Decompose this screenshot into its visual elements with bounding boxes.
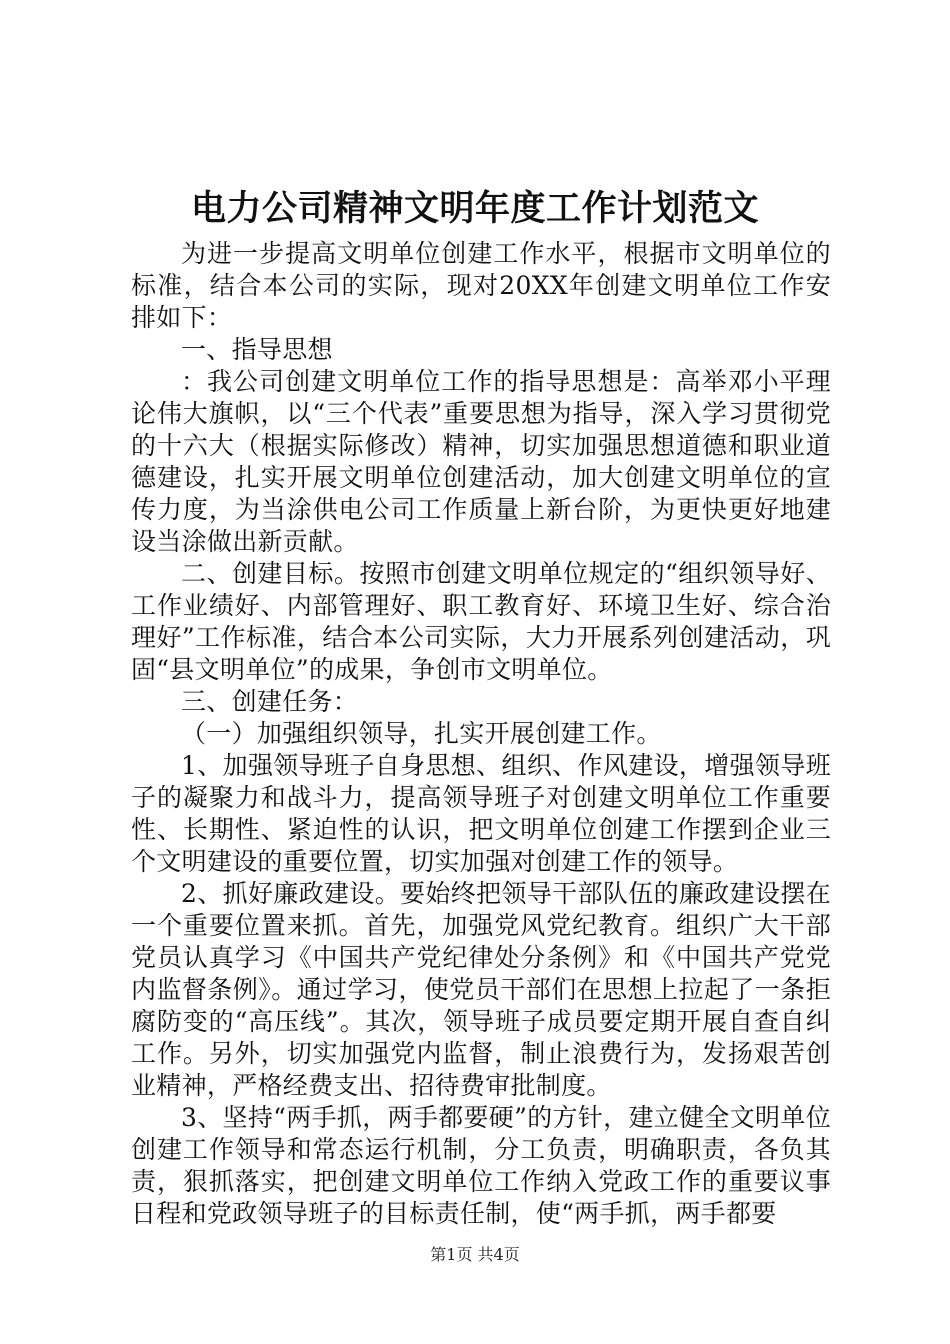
document-body	[131, 238, 831, 1230]
document-title: 电力公司精神文明年度工作计划范文	[190, 188, 759, 229]
paragraph-task-3: 3、坚持“两手抓，两手都要硬”的方针，建立健全文明单位创建工作领导和常态运行机制，分工负责，明确职责，各负其责，狠抓落实，把创建文明单位工作纳入党政工作的重要议事日程和党政领导班子的目标责任制，使“两手抓，两手都要	[131, 1103, 831, 1228]
paragraph-intro: 为进一步提高文明单位创建工作水平，根据市文明单位的标准，结合本公司的实际，现对20XX年创建文明单位工作安排如下：	[131, 239, 831, 332]
heading-creation-tasks: 三、创建任务：	[181, 687, 359, 716]
paragraph-task-2: 2、抓好廉政建设。要始终把领导干部队伍的廉政建设摆在一个重要位置来抓。首先，加强党风党纪教育。组织广大干部党员认真学习《中国共产党纪律处分条例》和《中国共产党党内监督条例》。通过学习，使党员干部们在思想上拉起了一条拒腐防变的“高压线”。其次，领导班子成员要定期开展自查自纠工作。另外，切实加强党内监督，制止浪费行为，发扬艰苦创业精神，严格经费支出、招待费审批制度。	[131, 879, 831, 1100]
paragraph-creation-goal: 二、创建目标。按照市创建文明单位规定的“组织领导好、工作业绩好、内部管理好、职工教育好、环境卫生好、综合治理好”工作标准，结合本公司实际，大力开展系列创建活动，巩固“县文明单位”的成果，争创市文明单位。	[131, 559, 831, 684]
paragraph-guiding-thought: ：我公司创建文明单位工作的指导思想是：高举邓小平理论伟大旗帜，以“三个代表”重要思想为指导，深入学习贯彻党的十六大（根据实际修改）精神，切实加强思想道德和职业道德建设，扎实开展文明单位创建活动，加大创建文明单位的宣传力度，为当涂供电公司工作质量上新台阶，为更快更好地建设当涂做出新贡献。	[131, 367, 831, 556]
heading-guiding-thought: 一、指导思想	[181, 335, 333, 364]
paragraph-task-1: 1、加强领导班子自身思想、组织、作风建设，增强领导班子的凝聚力和战斗力，提高领导班子对创建文明单位工作重要性、长期性、紧迫性的认识，把文明单位创建工作摆到企业三个文明建设的重要位置，切实加强对创建工作的领导。	[131, 751, 831, 876]
subheading-organization-leadership: （一）加强组织领导，扎实开展创建工作。	[181, 719, 662, 748]
page-footer: 第1页 共4页	[430, 1245, 520, 1264]
